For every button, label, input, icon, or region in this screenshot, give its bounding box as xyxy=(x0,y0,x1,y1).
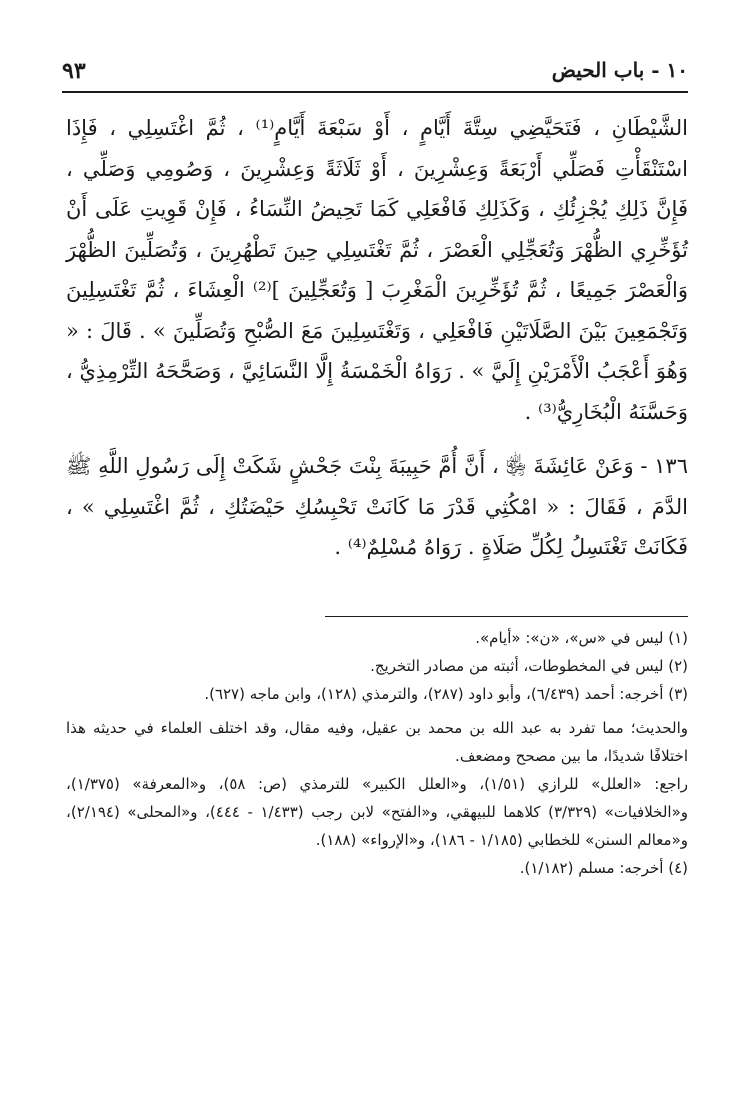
page-header xyxy=(62,56,688,90)
footnote-divider xyxy=(325,616,688,617)
footnote-3-commentary: والحديث؛ مما تفرد به عبد الله بن محمد بن عقيل، وفيه مقال، وقد اختلف العلماء في حديثه هذا اختلافًا شديدًا، ما بين مصحح ومضعف. xyxy=(66,719,688,765)
footnote-4: (٤) أخرجه: مسلم (١/١٨٢). xyxy=(519,859,688,877)
main-text xyxy=(66,108,688,568)
chapter-title: ١٠ - باب الحيض xyxy=(551,58,688,82)
hadith-136-paragraph: ١٣٦ - وَعَنْ عَائِشَةَ ﵂ ، أَنَّ أُمَّ حَبِيبَةَ بِنْتَ جَحْشٍ شَكَتْ إِلَى رَسُولِ اللَّهِ ﷺ الدَّمَ ، فَقَالَ : « امْكُثِي قَدْرَ مَا كَانَتْ تَحْبِسُكِ حَيْضَتُكِ ، ثُمَّ اغْتَسِلِي » ، فَكَانَتْ تَغْتَسِلُ لِكُلِّ صَلَاةٍ . رَوَاهُ مُسْلِمٌ⁽⁴⁾ . xyxy=(66,454,688,559)
footnote-3-references: راجع: «العلل» للرازي (١/٥١)، و«العلل الكبير» للترمذي (ص: ٥٨)، و«المعرفة» (١/٣٧٥)، و«الخلافيات» (٣/٣٢٩) كلاهما للبيهقي، و«الفتح» لابن رجب (١/٤٣٣ - ٤٤٤)، و«المحلى» (٢/١٩٤)، و«معالم السنن» للخطابي (١/١٨٥ - ١٨٦)، و«الإرواء» (١٨٨). xyxy=(66,775,689,849)
footnote-3: (٣) أخرجه: أحمد (٦/٤٣٩)، وأبو داود (٢٨٧)، والترمذي (١٢٨)، وابن ماجه (٦٢٧). xyxy=(204,685,688,703)
footnotes-section xyxy=(66,624,688,882)
footnote-1: (١) ليس في «س»، «ن»: «أيام». xyxy=(475,629,688,647)
page-number: ٩٣ xyxy=(62,58,86,84)
header-divider xyxy=(62,91,688,93)
hadith-paragraph-continued: الشَّيْطَانِ ، فَتَحَيَّضِي سِتَّةَ أَيَّامٍ ، أَوْ سَبْعَةَ أَيَّامٍ⁽¹⁾ ، ثُمَّ اغْتَسِلِي ، فَإِذَا اسْتَنْقَأْتِ فَصَلِّي أَرْبَعَةً وَعِشْرِينَ ، أَوْ ثَلَاثَةً وَعِشْرِينَ ، وَصُومِي وَصَلِّي ، فَإِنَّ ذَلِكِ يُجْزِئُكِ ، وَكَذَلِكِ فَافْعَلِي كَمَا تَحِيضُ النِّسَاءُ ، فَإِنْ قَوِيتِ عَلَى أَنْ تُؤَخِّرِي الظُّهْرَ وَتُعَجِّلِي الْعَصْرَ ، ثُمَّ تَغْتَسِلِي حِينَ تَطْهُرِينَ ، وَتُصَلِّينَ الظُّهْرَ وَالْعَصْرَ جَمِيعًا ، ثُمَّ تُؤَخِّرِينَ الْمَغْرِبَ [ وَتُعَجِّلِينَ ]⁽²⁾ الْعِشَاءَ ، ثُمَّ تَغْتَسِلِينَ وَتَجْمَعِينَ بَيْنَ الصَّلَاتَيْنِ فَافْعَلِي ، وَتَغْتَسِلِينَ مَعَ الصُّبْحِ وَتُصَلِّينَ » . قَالَ : « وَهُوَ أَعْجَبُ الْأَمْرَيْنِ إِلَيَّ » . رَوَاهُ الْخَمْسَةُ إِلَّا النَّسَائِيَّ ، وَصَحَّحَهُ التِّرْمِذِيُّ ، وَحَسَّنَهُ الْبُخَارِيُّ⁽³⁾ . xyxy=(66,116,688,424)
footnote-2: (٢) ليس في المخطوطات، أثبته من مصادر التخريج. xyxy=(370,657,688,675)
